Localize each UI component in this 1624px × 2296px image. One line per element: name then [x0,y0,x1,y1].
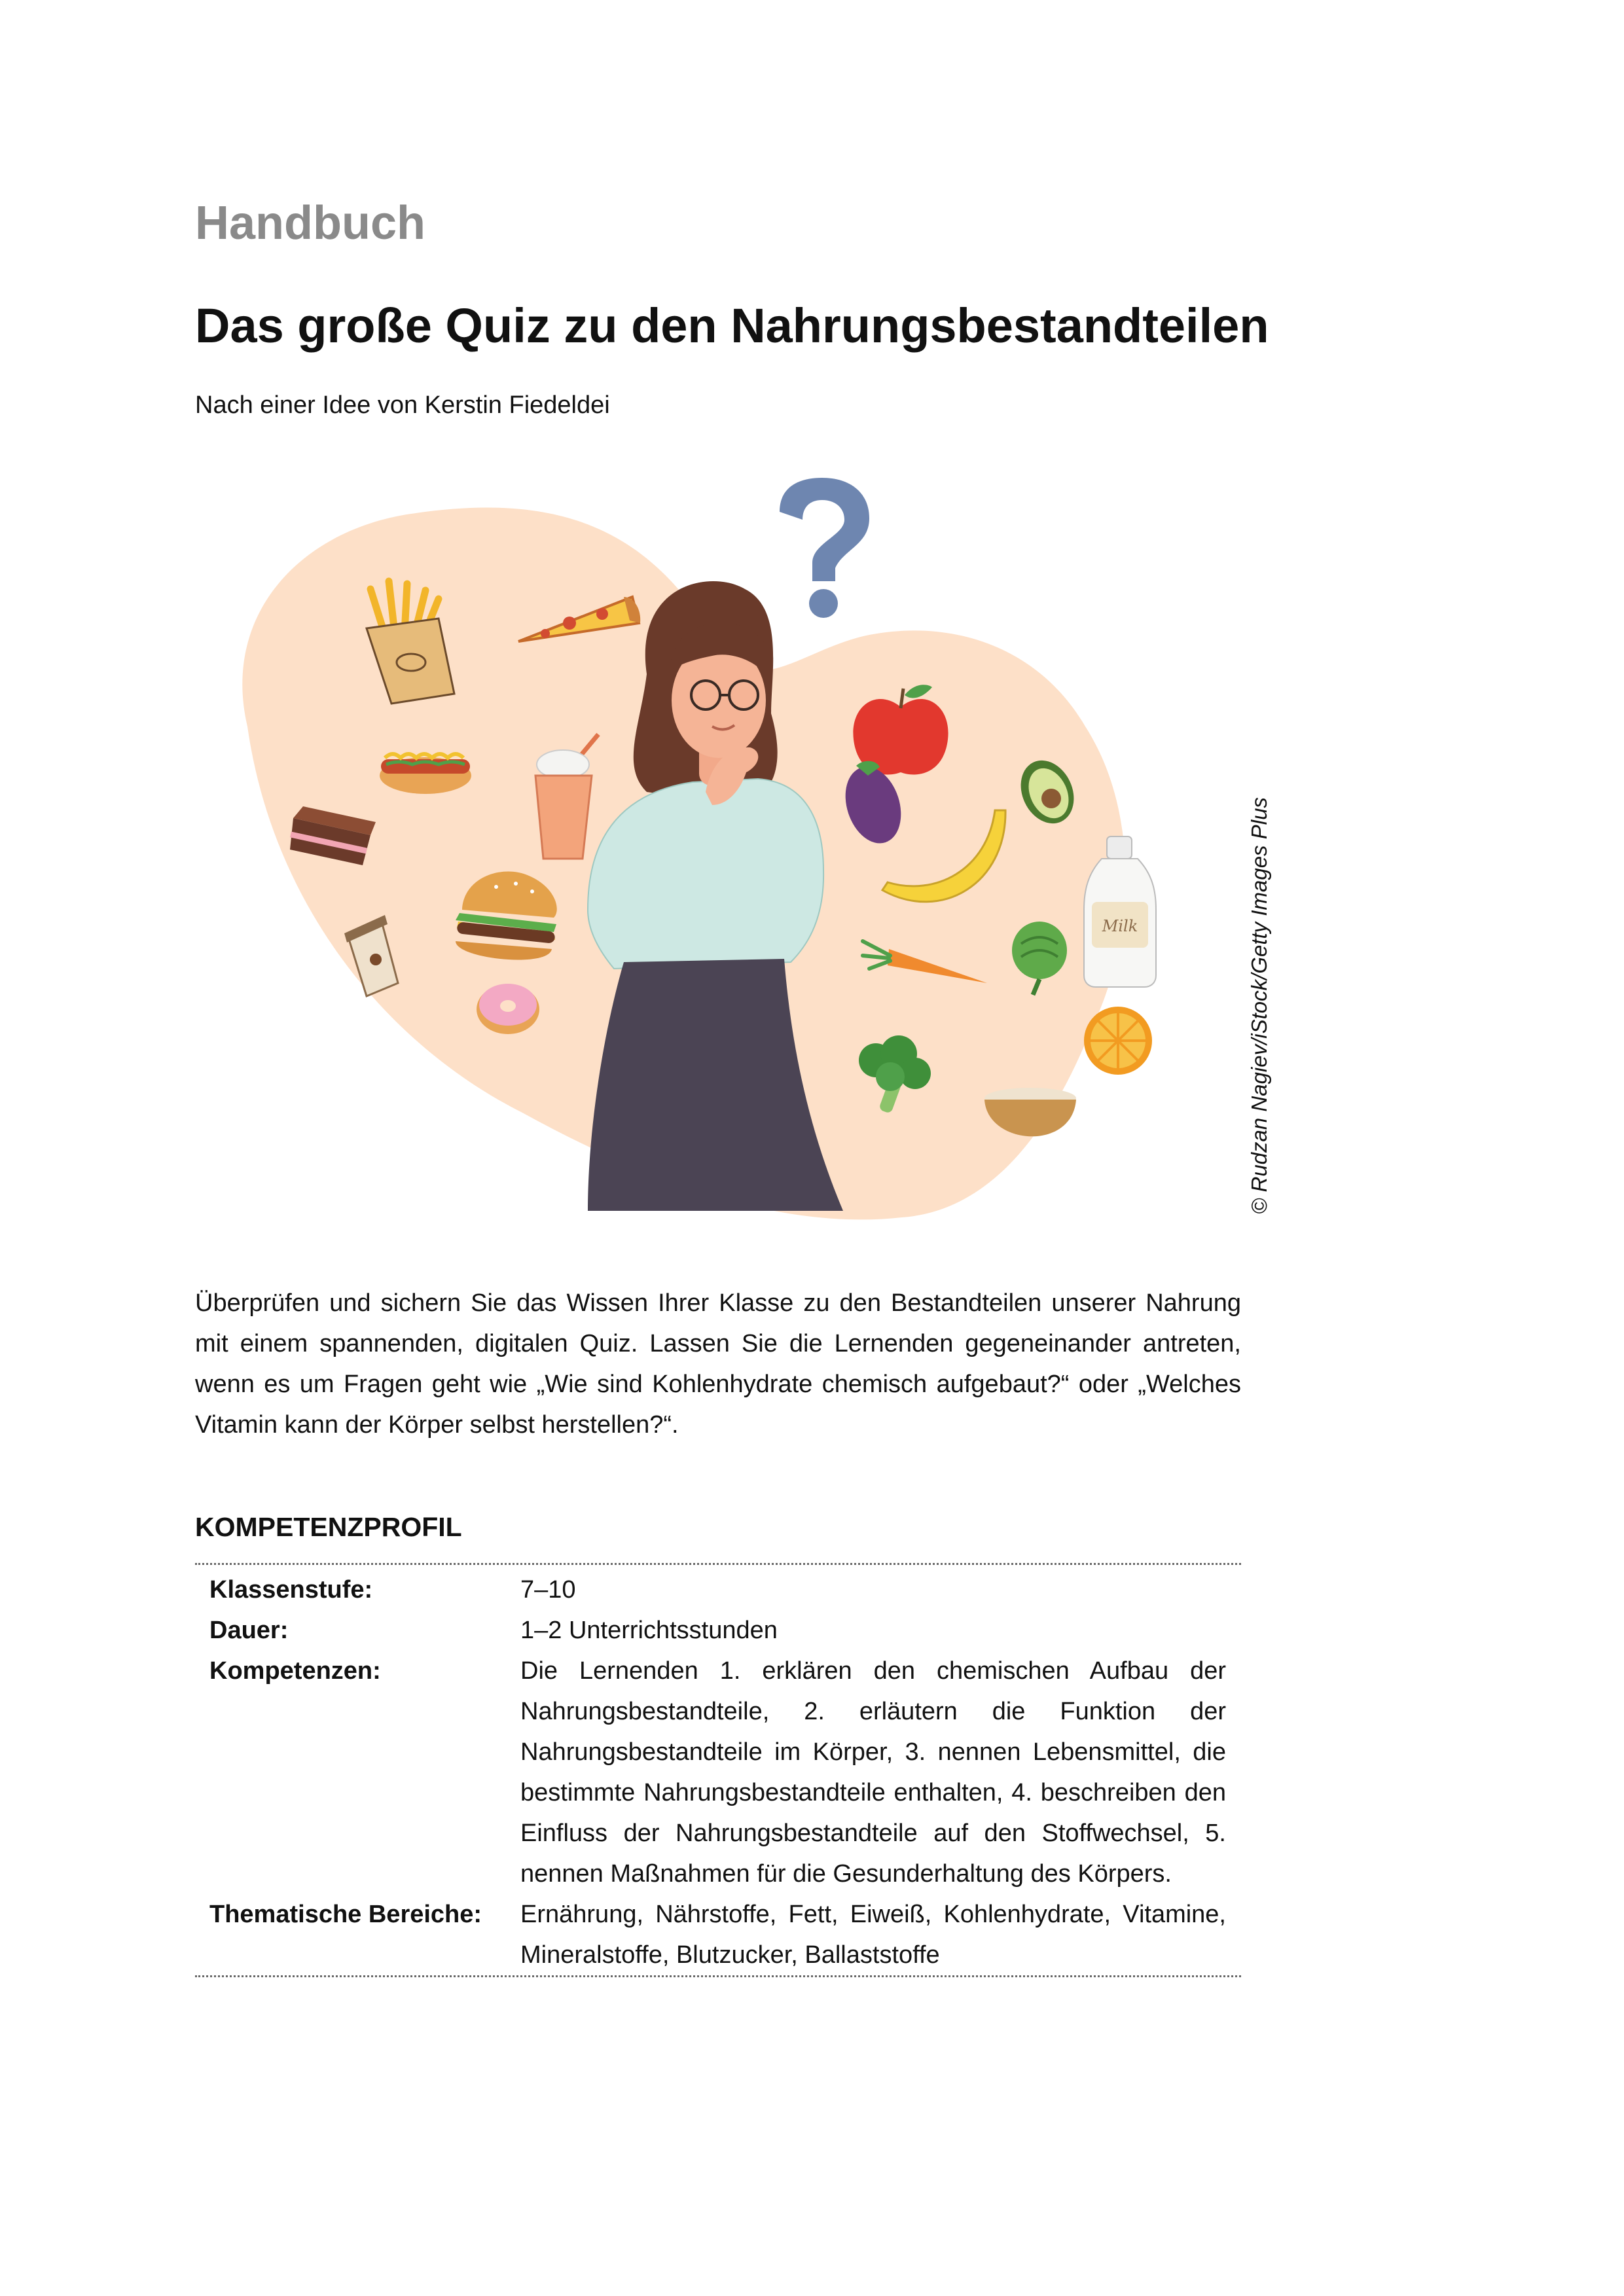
profile-value: 7–10 [520,1576,576,1604]
profile-row-competencies [195,1651,1241,1894]
profile-label: Kompetenzen: [209,1657,381,1685]
milk-label: Milk [1102,917,1138,935]
profile-heading: KOMPETENZPROFIL [195,1512,462,1542]
profile-value: Die Lernenden 1. erklären den chemischen Aufbau der Nahrungsbestandteile, 2. erläutern die Funktion der Nahrungsbestandteile im Körper, 3. nennen Lebensmittel, die bestimmte Nahrungsbestandteile enthalten, 4. beschreiben den Einfluss der Nahrungsbestandteile auf den Stoffwechsel, 5. nennen Maßnahmen für die Gesunderhaltung des Körpers. [520,1657,1226,1888]
profile-bottom-rule [195,1975,1241,1977]
question-mark-icon [780,478,869,618]
profile-label: Dauer: [209,1617,289,1644]
image-credit: © Rudzan Nagiev/iStock/Getty Images Plus [1247,797,1271,1214]
donut-icon [477,984,539,1034]
profile-value: 1–2 Unterrichtsstunden [520,1617,778,1644]
profile-label: Thematische Bereiche: [209,1901,482,1928]
page-title: Das große Quiz zu den Nahrungsbestandteilen [195,298,1269,353]
profile-value: Ernährung, Nährstoffe, Fett, Eiweiß, Kohlenhydrate, Vitamine, Mineralstoffe, Blutzucker, Ballaststoffe [520,1901,1226,1969]
page-kicker: Handbuch [195,197,425,249]
hotdog-icon [380,754,471,794]
profile-row-duration [195,1610,1241,1651]
intro-paragraph: Überprüfen und sichern Sie das Wissen Ihrer Klasse zu den Bestandteilen unserer Nahrung mit einem spannenden, digitalen Quiz. Lassen Sie die Lernenden gegeneinander antreten, wenn es um Fragen geht wie „Wie sind Kohlenhydrate chemisch aufgebaut?“ oder „Welches Vitamin kann der Körper selbst herstellen?“. [195,1289,1241,1439]
profile-top-rule [195,1563,1241,1565]
food-quiz-illustration [195,452,1242,1244]
profile-row-topics [195,1894,1241,1975]
profile-row-grade [195,1570,1241,1610]
profile-table [195,1570,1241,1975]
author-line: Nach einer Idee von Kerstin Fiedeldei [195,391,610,419]
orange-slice-icon [1084,1007,1152,1075]
profile-label: Klassenstufe: [209,1576,373,1604]
